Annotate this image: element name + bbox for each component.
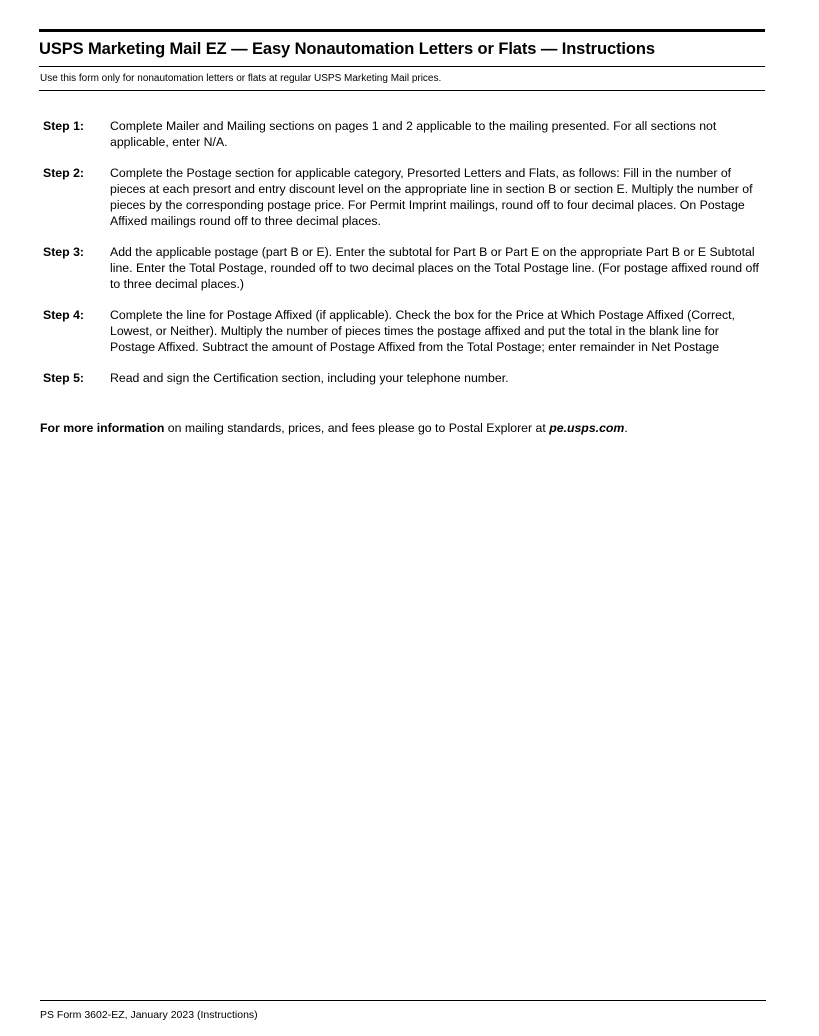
- instruction-step: [43, 165, 765, 230]
- step-text: Add the applicable postage (part B or E). Enter the subtotal for Part B or Part E on the appropriate Part B or E Subtotal line. Enter the Total Postage, rounded off to two decimal places on the Total Postage line. (For postage affixed round off to three decimal places.): [110, 244, 759, 292]
- step-label: Step 3:: [43, 244, 84, 259]
- more-information-lead: For more information: [40, 421, 165, 436]
- step-label: Step 2:: [43, 165, 84, 180]
- instruction-step: [43, 370, 765, 386]
- form-identifier: PS Form 3602-EZ, January 2023 (Instructions): [40, 1009, 258, 1021]
- page-title: USPS Marketing Mail EZ — Easy Nonautomation Letters or Flats — Instructions: [39, 40, 655, 58]
- instruction-step: [43, 118, 765, 151]
- subtitle-bottom-rule: [39, 90, 765, 91]
- postal-explorer-link[interactable]: pe.usps.com: [549, 421, 625, 436]
- step-text: Complete the line for Postage Affixed (if applicable). Check the box for the Price at Which Postage Affixed (Correct, Lowest, or Neither). Multiply the number of pieces times the postage affixed and put the total in the blank line for Postage Affixed. Subtract the amount of Postage Affixed from the Total Postage; enter remainder in Net Postage: [110, 307, 735, 355]
- step-label: Step 4:: [43, 307, 84, 322]
- step-label: Step 5:: [43, 370, 84, 385]
- step-text: Read and sign the Certification section, including your telephone number.: [110, 370, 509, 385]
- step-text: Complete the Postage section for applicable category, Presorted Letters and Flats, as follows: Fill in the number of pieces at each presort and entry discount level on the appropriate line in section B or section E. Multiply the number of pieces by the corresponding postage price. For Permit Imprint mailings, round off to four decimal places. On Postage Affixed mailings round off to three decimal places.: [110, 165, 753, 229]
- more-information-note: [40, 420, 766, 436]
- document-subtitle: Use this form only for nonautomation letters or flats at regular USPS Marketing Mail prices.: [40, 72, 442, 84]
- instruction-steps-list: [43, 118, 765, 386]
- step-text: Complete Mailer and Mailing sections on pages 1 and 2 applicable to the mailing presented. For all sections not applicable, enter N/A.: [110, 119, 717, 150]
- document-header: [39, 29, 765, 91]
- document-footer: [40, 1000, 766, 1022]
- more-information-body: on mailing standards, prices, and fees please go to Postal Explorer at: [164, 421, 550, 436]
- instruction-step: [43, 307, 765, 356]
- step-label: Step 1:: [43, 119, 84, 133]
- instruction-step: [43, 244, 765, 293]
- more-information-trailing: .: [624, 421, 628, 436]
